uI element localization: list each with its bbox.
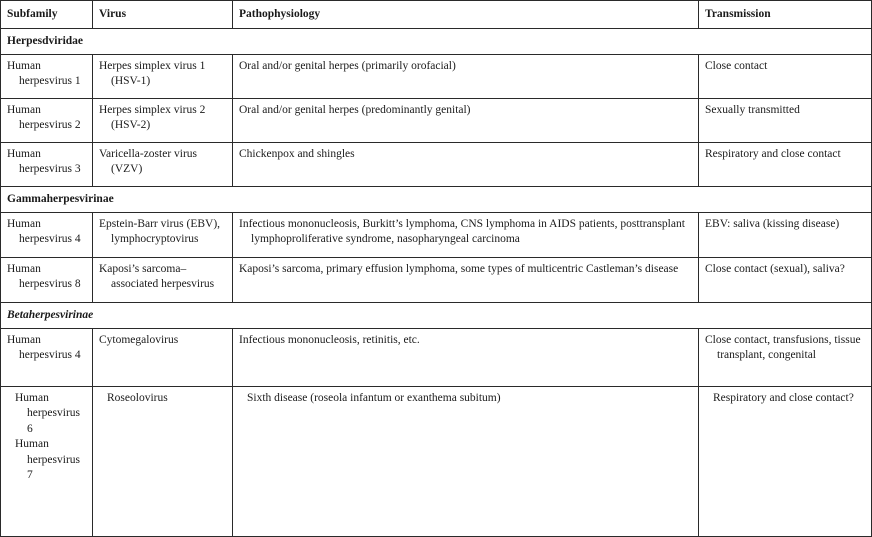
table-row [1,142,872,186]
transmission-text: Respiratory and close contact? [713,391,854,404]
transmission-cell [699,54,872,98]
table-row [1,98,872,142]
pathophysiology-text: Sixth disease (roseola infantum or exanthema subitum) [247,391,501,404]
virus-cell [93,386,233,536]
subfamily-cell [1,328,93,386]
pathophysiology-text: Chickenpox and shingles [239,147,355,160]
transmission-text: Close contact, transfusions, tissue transplant, congenital [705,333,861,361]
pathophysiology-text: Kaposi’s sarcoma, primary effusion lymphoma, some types of multicentric Castleman’s disease [239,262,679,275]
transmission-text: Close contact [705,59,768,72]
virus-text: Herpes simplex virus 1 (HSV-1) [99,59,206,87]
virus-cell [93,98,233,142]
subfamily-cell [1,142,93,186]
header-transmission: Transmission [699,1,872,29]
pathophysiology-text: Oral and/or genital herpes (primarily orofacial) [239,59,456,72]
section-row-herpesviridae [1,28,872,54]
pathophysiology-cell [233,142,699,186]
table-row [1,257,872,302]
subfamily-text: Human herpesvirus 3 [7,147,81,175]
pathophysiology-text: Infectious mononucleosis, Burkitt’s lymphoma, CNS lymphoma in AIDS patients, posttransplant lymphoproliferative syndrome, nasopharyngeal carcinoma [239,217,685,245]
subfamily-text: Human herpesvirus 2 [7,103,81,131]
pathophysiology-cell [233,386,699,536]
section-title: Gammaherpesvirinae [1,186,872,212]
table-header-row [1,1,872,29]
pathophysiology-cell [233,257,699,302]
virus-text: Epstein-Barr virus (EBV), lymphocryptovirus [99,217,221,245]
virus-text: Varicella-zoster virus (VZV) [99,147,198,175]
subfamily-text: Human herpesvirus 4 [7,333,81,361]
header-virus: Virus [93,1,233,29]
section-title: Herpesdviridae [1,28,872,54]
transmission-text: EBV: saliva (kissing disease) [705,217,840,230]
table-row [1,328,872,386]
transmission-cell [699,142,872,186]
subfamily-cell [1,98,93,142]
subfamily-cell [1,386,93,536]
section-title: Betaherpesvirinae [1,302,872,328]
virus-text: Kaposi’s sarcoma–associated herpesvirus [99,262,215,290]
header-pathophysiology: Pathophysiology [233,1,699,29]
section-row-betaherpesvirinae [1,302,872,328]
virus-cell [93,257,233,302]
pathophysiology-cell [233,328,699,386]
pathophysiology-cell [233,98,699,142]
table-row [1,386,872,536]
subfamily-text-2: Human herpesvirus 7 [15,438,81,481]
subfamily-cell [1,257,93,302]
subfamily-text: Human herpesvirus 8 [7,262,81,290]
transmission-text: Close contact (sexual), saliva? [705,262,845,275]
virus-cell [93,54,233,98]
pathophysiology-text: Oral and/or genital herpes (predominantly genital) [239,103,471,116]
pathophysiology-cell [233,212,699,257]
virus-cell [93,212,233,257]
subfamily-text: Human herpesvirus 1 [7,59,81,87]
subfamily-cell [1,54,93,98]
section-row-gammaherpesvirinae [1,186,872,212]
transmission-cell [699,386,872,536]
pathophysiology-cell [233,54,699,98]
header-subfamily: Subfamily [1,1,93,29]
pathophysiology-text: Infectious mononucleosis, retinitis, etc. [239,333,420,346]
subfamily-cell [1,212,93,257]
transmission-text: Respiratory and close contact [705,147,841,160]
subfamily-text: Human herpesvirus 6 [15,391,81,435]
table-row [1,54,872,98]
transmission-cell [699,98,872,142]
transmission-text: Sexually transmitted [705,103,800,116]
virus-text: Herpes simplex virus 2 (HSV-2) [99,103,206,131]
virus-cell [93,328,233,386]
virus-text: Cytomegalovirus [99,333,179,346]
transmission-cell [699,257,872,302]
subfamily-text: Human herpesvirus 4 [7,217,81,245]
transmission-cell [699,328,872,386]
virus-text: Roseolovirus [107,391,168,404]
virus-cell [93,142,233,186]
table-row [1,212,872,257]
transmission-cell [699,212,872,257]
